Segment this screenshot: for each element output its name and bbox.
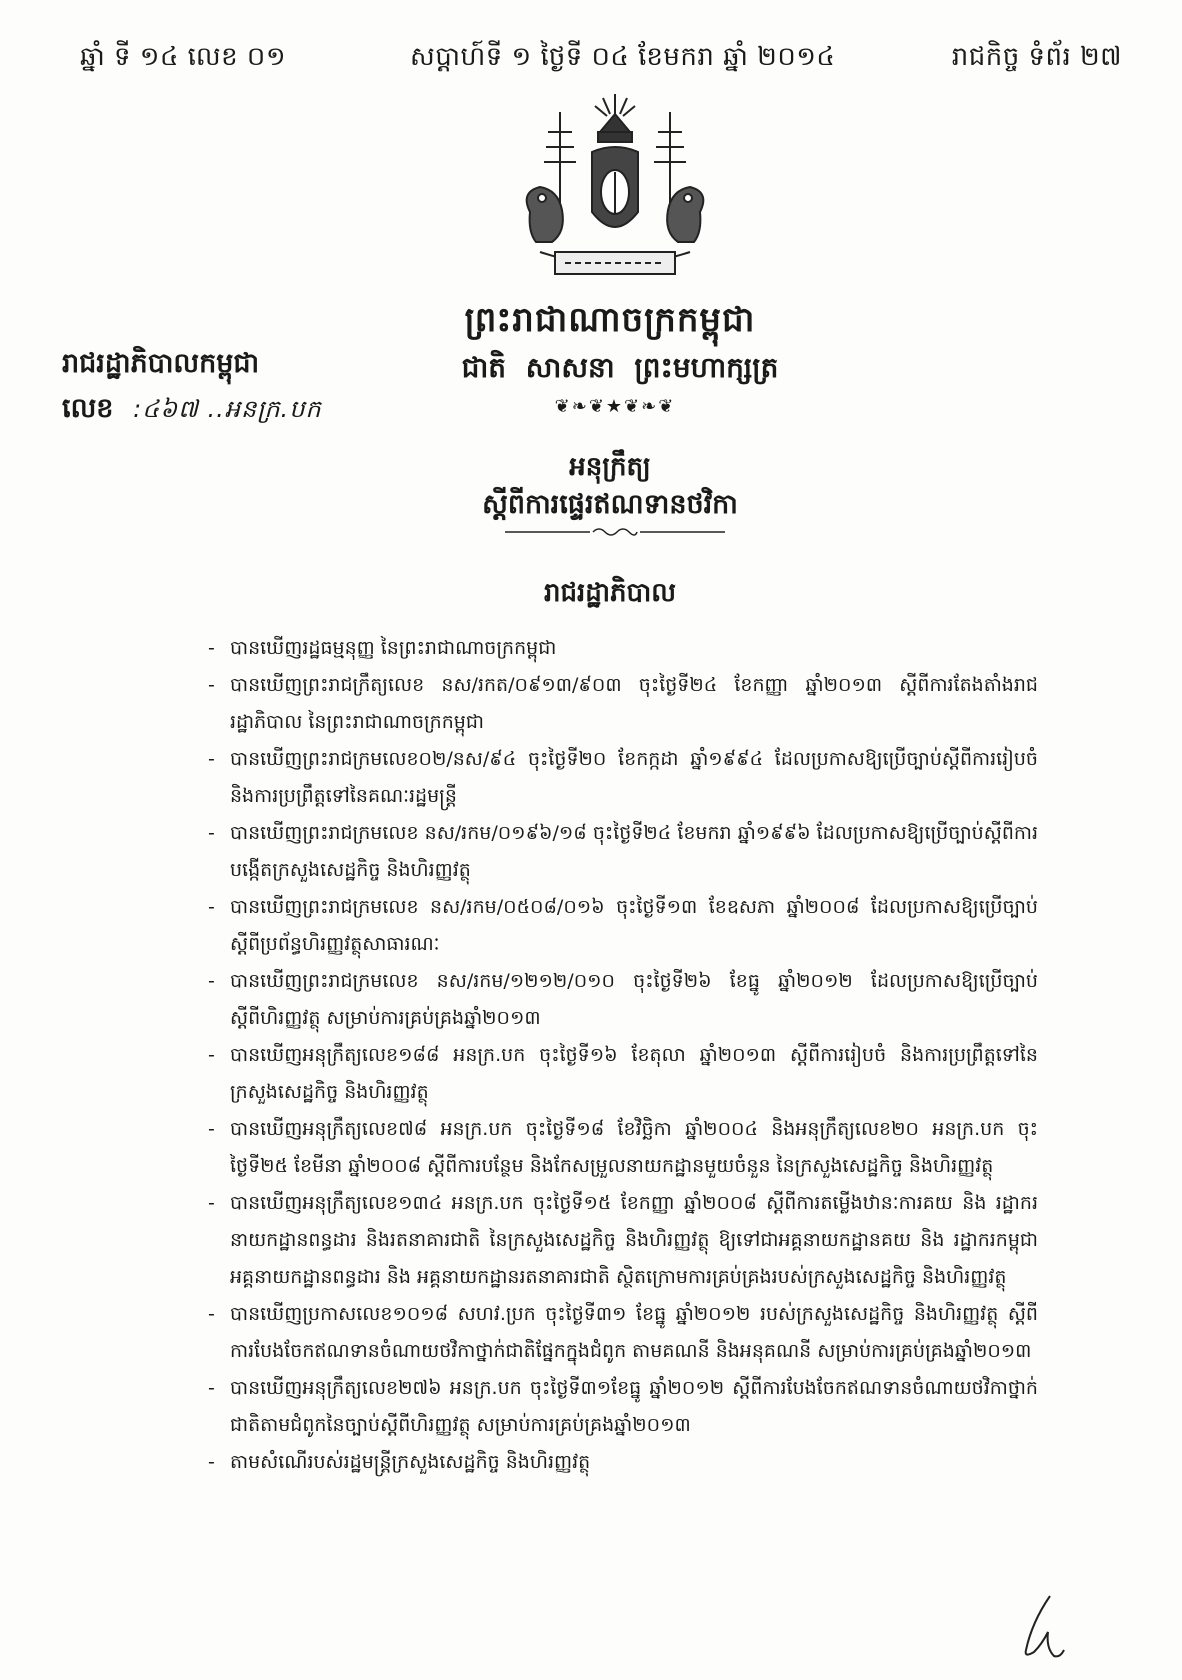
list-item: - បានឃើញអនុក្រឹត្យលេខ៧៨ អនក្រ.បក ចុះថ្ងៃទី១៨ ខែវិច្ឆិកា ឆ្នាំ២០០៤ និងអនុក្រឹត្យលេខ២០ អនក្រ.បក ចុះថ្ងៃទី២៥ ខែមីនា ឆ្នាំ២០០៨ ស្តីពីការបន្ថែម និងកែសម្រួលនាយកដ្ឋានមួយចំនួន នៃក្រសួងសេដ្ឋកិច្ច និងហិរញ្ញវត្ថុ	[208, 1111, 1038, 1185]
body-title: រាជរដ្ឋាភិបាល	[543, 578, 677, 608]
list-item: - បានឃើញរដ្ឋធម្មនុញ្ញ នៃព្រះរាជាណាចក្រកម្ពុជា	[208, 630, 1038, 667]
reference-number	[62, 392, 322, 431]
list-item: - បានឃើញអនុក្រឹត្យលេខ២៧៦ អនក្រ.បក ចុះថ្ងៃទី៣១ខែធ្នូ ឆ្នាំ២០១២ ស្តីពីការបែងចែកឥណទានចំណាយថវិកាថ្នាក់ជាតិតាមជំពូកនៃច្បាប់ស្តីពីហិរញ្ញវត្ថុ សម្រាប់ការគ្រប់គ្រងឆ្នាំ២០១៣	[208, 1370, 1038, 1444]
ornament-divider: ❦❧❦★❦❧❦	[554, 396, 676, 417]
reference-label: លេខ	[62, 393, 114, 424]
gazette-date: សប្តាហ៍ទី ១ ថ្ងៃទី ០៤ ខែមករា ឆ្នាំ ២០១៤	[410, 42, 836, 72]
national-motto: ជាតិ សាសនា ព្រះមហាក្សត្រ	[461, 351, 779, 384]
list-item: - បានឃើញព្រះរាជក្រឹត្យលេខ នស/រកត/០៩១៣/៩០៣ ចុះថ្ងៃទី២៤ ខែកញ្ញា ឆ្នាំ២០១៣ ស្តីពីការតែងតាំងរាជរដ្ឋាភិបាល នៃព្រះរាជាណាចក្រកម្ពុជា	[208, 667, 1038, 741]
document-type: អនុក្រឹត្យ	[569, 452, 651, 482]
kingdom-title: ព្រះរាជាណាចក្រកម្ពុជា	[464, 300, 756, 340]
reference-value: :៤៦៧ ..អនក្រ.បក	[133, 395, 322, 423]
document-subject: ស្តីពីការផ្ទេរឥណទានថវិកា	[482, 489, 738, 520]
list-item: - បានឃើញអនុក្រឹត្យលេខ១៣៤ អនក្រ.បក ចុះថ្ងៃទី១៥ ខែកញ្ញា ឆ្នាំ២០០៨ ស្តីពីការតម្លើងឋានៈការគយ និង រដ្ឋាករ នាយកដ្ឋានពន្ធដារ និងរតនាគារជាតិ នៃក្រសួងសេដ្ឋកិច្ច និងហិរញ្ញវត្ថុ ឱ្យទៅជាអគ្គនាយកដ្ឋានគយ និង រដ្ឋាករកម្ពុជា អគ្គនាយកដ្ឋានពន្ធដារ និង អគ្គនាយកដ្ឋានរតនាគារជាតិ ស្ថិតក្រោមការគ្រប់គ្រងរបស់ក្រសួងសេដ្ឋកិច្ច និងហិរញ្ញវត្ថុ	[208, 1185, 1038, 1296]
title-divider	[505, 522, 725, 542]
gazette-page-number: រាជកិច្ច ទំព័រ ២៧	[951, 42, 1122, 72]
list-item: - តាមសំណើរបស់រដ្ឋមន្ត្រីក្រសួងសេដ្ឋកិច្ច និងហិរញ្ញវត្ថុ	[208, 1444, 1038, 1481]
list-item: - បានឃើញព្រះរាជក្រមលេខ នស/រកម/០៥០៨/០១៦ ចុះថ្ងៃទី១៣ ខែឧសភា ឆ្នាំ២០០៨ ដែលប្រកាសឱ្យប្រើច្បាប់ស្តីពីប្រព័ន្ធហិរញ្ញវត្ថុសាធារណៈ	[208, 889, 1038, 963]
list-item: - បានឃើញព្រះរាជក្រមលេខ នស/រកម/០១៩៦/១៨ ចុះថ្ងៃទី២៤ ខែមករា ឆ្នាំ១៩៩៦ ដែលប្រកាសឱ្យប្រើច្បាប់ស្តីពីការបង្កើតក្រសួងសេដ្ឋកិច្ច និងហិរញ្ញវត្ថុ	[208, 815, 1038, 889]
list-item: - បានឃើញប្រកាសលេខ១០១៨ សហវ.ប្រក ចុះថ្ងៃទី៣១ ខែធ្នូ ឆ្នាំ២០១២ របស់ក្រសួងសេដ្ឋកិច្ច និងហិរញ្ញវត្ថុ ស្តីពីការបែងចែកឥណទានចំណាយថវិកាថ្នាក់ជាតិផ្នែកក្នុងជំពូក តាមគណនី និងអនុគណនី សម្រាប់ការគ្រប់គ្រងឆ្នាំ២០១៣	[208, 1296, 1038, 1370]
royal-coat-of-arms-icon	[500, 92, 730, 292]
list-item: - បានឃើញព្រះរាជក្រមលេខ នស/រកម/១២១២/០១០ ចុះថ្ងៃទី២៦ ខែធ្នូ ឆ្នាំ២០១២ ដែលប្រកាសឱ្យប្រើច្បាប់ស្តីពីហិរញ្ញវត្ថុ សម្រាប់ការគ្រប់គ្រងឆ្នាំ២០១៣	[208, 963, 1038, 1037]
visa-list	[208, 630, 1038, 1481]
initial-signature-icon	[1012, 1592, 1072, 1662]
list-item: - បានឃើញអនុក្រឹត្យលេខ១៨៨ អនក្រ.បក ចុះថ្ងៃទី១៦ ខែតុលា ឆ្នាំ២០១៣ ស្តីពីការរៀបចំ និងការប្រព្រឹត្តទៅនៃក្រសួងសេដ្ឋកិច្ច និងហិរញ្ញវត្ថុ	[208, 1037, 1038, 1111]
issuing-organization: រាជរដ្ឋាភិបាលកម្ពុជា	[62, 348, 260, 379]
gazette-year-issue: ឆ្នាំ ទី ១៤ លេខ ០១	[80, 42, 287, 72]
list-item: - បានឃើញព្រះរាជក្រមលេខ០២/នស/៩៤ ចុះថ្ងៃទី២០ ខែកក្កដា ឆ្នាំ១៩៩៤ ដែលប្រកាសឱ្យប្រើច្បាប់ស្តីពីការរៀបចំ និងការប្រព្រឹត្តទៅនៃគណៈរដ្ឋមន្ត្រី	[208, 741, 1038, 815]
